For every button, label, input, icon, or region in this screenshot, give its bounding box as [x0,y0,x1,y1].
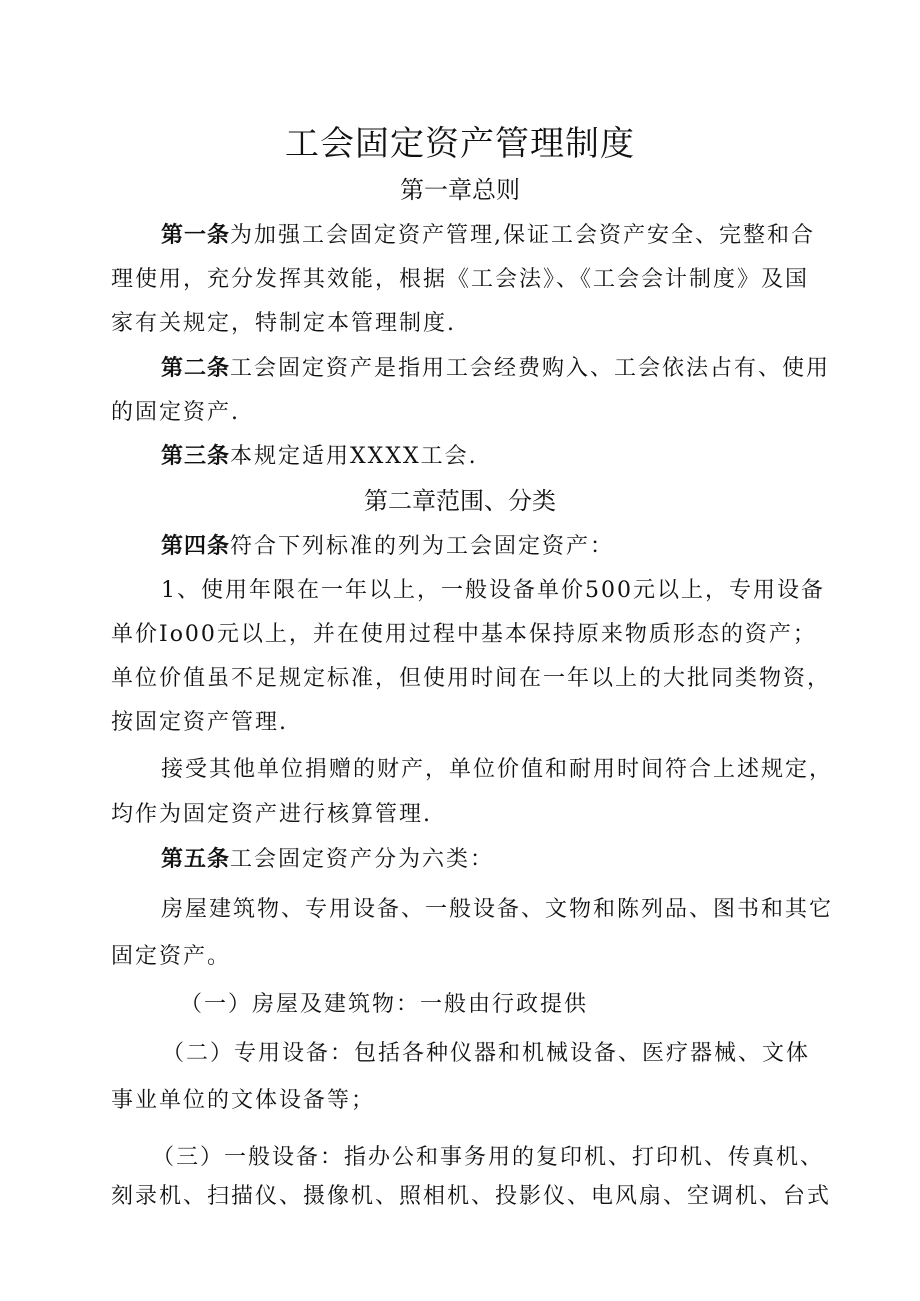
article-5-label: 第五条 [161,847,231,872]
article-2-label: 第二条 [161,356,231,381]
article-3-text-1: 本规定适用XXXX工会. [230,444,478,469]
item-1-line-4: 按固定资产管理. [111,710,288,735]
article-2-line-1 [161,351,831,387]
chapter-1-heading: 第一章总则 [400,176,520,204]
subcategory-2-line-1: （二）专用设备：包括各种仪器和机械设备、医疗器械、文体 [162,1041,811,1066]
document-title: 工会固定资产管理制度 [285,124,635,164]
article-4-text-1: 符合下列标准的列为工会固定资产： [230,534,615,559]
article-4-label: 第四条 [161,534,231,559]
categories-line-2: 固定资产。 [111,944,232,969]
subcategory-2-line-2: 事业单位的文体设备等； [111,1088,376,1113]
article-1-label: 第一条 [161,223,231,248]
article-5-line-1 [161,842,811,878]
subcategory-3-line-2: 刻录机、扫描仪、摄像机、照相机、投影仪、电风扇、空调机、台式 [111,1184,832,1209]
article-4-line-1 [161,529,811,565]
subcategory-3-line-1: （三）一般设备：指办公和事务用的复印机、打印机、传真机、 [152,1145,825,1170]
subcategory-1-line-1: （一）房屋及建筑物：一般由行政提供 [180,992,589,1017]
categories-line-1: 房屋建筑物、专用设备、一般设备、文物和陈列品、图书和其它 [161,897,834,922]
item-1-line-2: 单价Io00元以上，并在使用过程中基本保持原来物质形态的资产； [111,622,817,647]
article-1-line-2: 理使用，充分发挥其效能，根据《工会法》、《工会会计制度》及国 [111,267,810,292]
article-5-text-1: 工会固定资产分为六类： [230,847,495,872]
article-1-line-1 [161,218,816,254]
chapter-2-heading: 第二章范围、分类 [364,487,556,515]
donation-line-1: 接受其他单位捐赠的财产，单位价值和耐用时间符合上述规定， [161,757,834,782]
article-2-line-2: 的固定资产. [111,400,240,425]
article-1-text-1: 为加强工会固定资产管理,保证工会资产安全、完整和合 [230,223,816,248]
article-2-text-1: 工会固定资产是指用工会经费购入、工会依法占有、使用 [230,356,831,381]
article-1-line-3: 家有关规定，特制定本管理制度. [111,311,456,336]
item-1-line-3: 单位价值虽不足规定标准，但使用时间在一年以上的大批同类物资， [111,666,832,691]
item-1-line-1: 1、使用年限在一年以上，一般设备单价500元以上，专用设备 [161,578,825,603]
article-3-line-1 [161,439,811,475]
article-3-label: 第三条 [161,444,231,469]
donation-line-2: 均作为固定资产进行核算管理. [111,802,432,827]
